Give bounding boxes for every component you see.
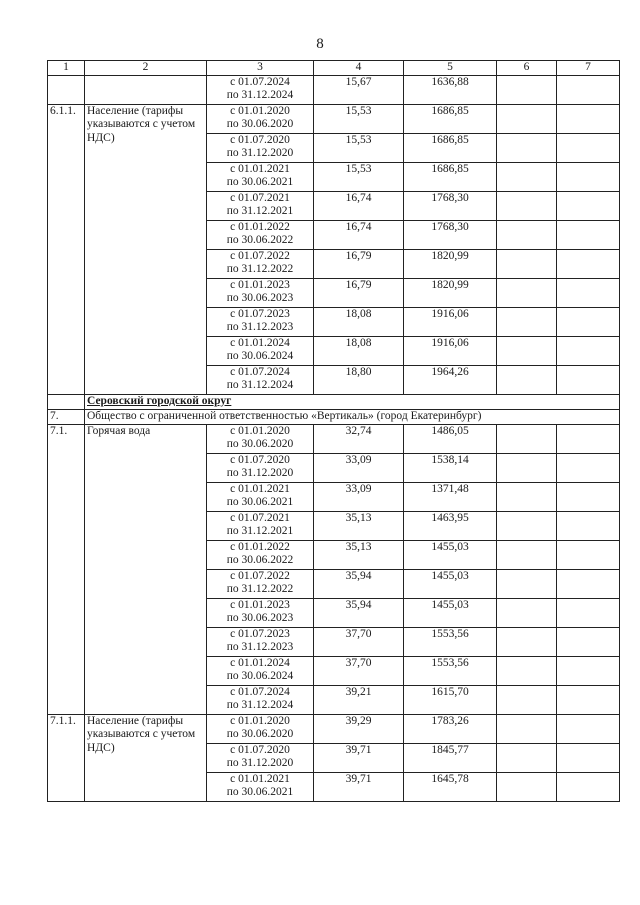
tariff-value-col4: 33,09 — [314, 482, 404, 511]
tariff-value-col5: 1916,06 — [404, 336, 497, 365]
tariff-value-col7 — [557, 743, 620, 772]
tariff-value-col4: 16,74 — [314, 191, 404, 220]
tariff-value-col7 — [557, 191, 620, 220]
tariff-value-col7 — [557, 569, 620, 598]
column-header: 2 — [85, 61, 207, 76]
period-cell — [207, 133, 314, 162]
tariff-value-col6 — [497, 104, 557, 133]
period-to: по 30.06.2020 — [226, 438, 294, 450]
empty-cell — [48, 394, 85, 409]
tariff-value-col5: 1636,88 — [404, 75, 497, 104]
tariff-value-col4: 35,13 — [314, 511, 404, 540]
tariff-value-col7 — [557, 75, 620, 104]
tariff-value-col7 — [557, 656, 620, 685]
tariff-value-col6 — [497, 365, 557, 394]
period-cell — [207, 336, 314, 365]
tariff-value-col6 — [497, 220, 557, 249]
tariff-value-col7 — [557, 307, 620, 336]
tariff-value-col6 — [497, 191, 557, 220]
period-to: по 31.12.2024 — [226, 379, 294, 391]
period-from: с 01.07.2022 — [230, 249, 290, 262]
tariff-value-col5: 1455,03 — [404, 540, 497, 569]
tariff-value-col5: 1820,99 — [404, 278, 497, 307]
period-to: по 31.12.2023 — [226, 641, 294, 653]
period-to: по 30.06.2023 — [226, 612, 294, 624]
column-header: 5 — [404, 61, 497, 76]
period-to: по 31.12.2020 — [226, 467, 294, 479]
tariff-value-col5: 1455,03 — [404, 569, 497, 598]
tariff-value-col4: 18,08 — [314, 336, 404, 365]
period-from: с 01.07.2021 — [230, 191, 290, 204]
period-from: с 01.01.2021 — [230, 482, 290, 495]
period-cell — [207, 627, 314, 656]
period-to: по 30.06.2020 — [226, 118, 294, 130]
period-cell — [207, 598, 314, 627]
tariff-value-col5: 1783,26 — [404, 714, 497, 743]
period-from: с 01.07.2023 — [230, 627, 290, 640]
period-to: по 30.06.2021 — [226, 176, 294, 188]
tariff-value-col5: 1686,85 — [404, 162, 497, 191]
item-number — [48, 75, 85, 104]
period-to: по 30.06.2020 — [226, 728, 294, 740]
period-cell — [207, 714, 314, 743]
period-from: с 01.07.2022 — [230, 569, 290, 582]
organization-row — [48, 409, 620, 424]
period-to: по 30.06.2024 — [226, 350, 294, 362]
tariff-value-col7 — [557, 598, 620, 627]
item-name: Население (тарифы указываются с учетом НДС) — [85, 714, 207, 801]
period-from: с 01.07.2023 — [230, 307, 290, 320]
tariff-value-col5: 1371,48 — [404, 482, 497, 511]
tariff-value-col6 — [497, 336, 557, 365]
tariff-value-col4: 18,80 — [314, 365, 404, 394]
period-cell — [207, 569, 314, 598]
tariff-value-col5: 1768,30 — [404, 220, 497, 249]
tariff-value-col5: 1553,56 — [404, 656, 497, 685]
tariff-value-col5: 1686,85 — [404, 133, 497, 162]
tariff-value-col4: 35,94 — [314, 569, 404, 598]
tariff-value-col6 — [497, 685, 557, 714]
item-name: Горячая вода — [85, 424, 207, 714]
period-from: с 01.01.2024 — [230, 336, 290, 349]
period-cell — [207, 162, 314, 191]
tariff-value-col4: 15,53 — [314, 162, 404, 191]
tariff-value-col5: 1845,77 — [404, 743, 497, 772]
period-cell — [207, 104, 314, 133]
item-number: 7.1.1. — [48, 714, 85, 801]
tariff-value-col5: 1964,26 — [404, 365, 497, 394]
tariff-value-col5: 1553,56 — [404, 627, 497, 656]
tariff-value-col6 — [497, 278, 557, 307]
tariff-value-col7 — [557, 627, 620, 656]
period-from: с 01.01.2020 — [230, 714, 290, 727]
tariff-value-col4: 16,79 — [314, 249, 404, 278]
period-from: с 01.07.2024 — [230, 685, 290, 698]
tariff-value-col6 — [497, 75, 557, 104]
tariff-table — [47, 60, 620, 802]
tariff-value-col6 — [497, 307, 557, 336]
period-to: по 30.06.2023 — [226, 292, 294, 304]
tariff-value-col4: 33,09 — [314, 453, 404, 482]
period-cell — [207, 249, 314, 278]
tariff-value-col4: 35,94 — [314, 598, 404, 627]
municipality-name: Серовский городской округ — [85, 394, 620, 409]
tariff-value-col6 — [497, 249, 557, 278]
period-from: с 01.07.2024 — [230, 75, 290, 88]
tariff-value-col7 — [557, 511, 620, 540]
tariff-value-col4: 37,70 — [314, 656, 404, 685]
tariff-value-col7 — [557, 249, 620, 278]
tariff-value-col5: 1916,06 — [404, 307, 497, 336]
period-cell — [207, 220, 314, 249]
tariff-value-col7 — [557, 714, 620, 743]
period-from: с 01.01.2022 — [230, 220, 290, 233]
tariff-value-col7 — [557, 278, 620, 307]
municipality-row — [48, 394, 620, 409]
item-name: Население (тарифы указываются с учетом НДС) — [85, 104, 207, 394]
period-cell — [207, 743, 314, 772]
period-cell — [207, 656, 314, 685]
period-from: с 01.01.2021 — [230, 772, 290, 785]
period-cell — [207, 482, 314, 511]
period-from: с 01.07.2020 — [230, 743, 290, 756]
column-header: 7 — [557, 61, 620, 76]
tariff-value-col7 — [557, 133, 620, 162]
tariff-value-col4: 39,71 — [314, 772, 404, 801]
period-from: с 01.01.2023 — [230, 598, 290, 611]
period-to: по 31.12.2020 — [226, 147, 294, 159]
tariff-value-col4: 39,21 — [314, 685, 404, 714]
tariff-value-col5: 1820,99 — [404, 249, 497, 278]
period-to: по 31.12.2021 — [226, 525, 294, 537]
period-to: по 30.06.2021 — [226, 786, 294, 798]
period-from: с 01.07.2021 — [230, 511, 290, 524]
tariff-value-col6 — [497, 453, 557, 482]
period-from: с 01.01.2020 — [230, 424, 290, 437]
item-name — [85, 75, 207, 104]
item-number: 7.1. — [48, 424, 85, 714]
item-number: 6.1.1. — [48, 104, 85, 394]
tariff-value-col4: 39,29 — [314, 714, 404, 743]
tariff-value-col5: 1455,03 — [404, 598, 497, 627]
period-to: по 30.06.2022 — [226, 554, 294, 566]
period-cell — [207, 453, 314, 482]
tariff-value-col4: 18,08 — [314, 307, 404, 336]
tariff-value-col6 — [497, 482, 557, 511]
tariff-value-col7 — [557, 104, 620, 133]
tariff-value-col5: 1645,78 — [404, 772, 497, 801]
tariff-value-col4: 16,79 — [314, 278, 404, 307]
period-to: по 31.12.2024 — [226, 699, 294, 711]
tariff-value-col7 — [557, 162, 620, 191]
tariff-value-col6 — [497, 569, 557, 598]
period-cell — [207, 191, 314, 220]
tariff-value-col5: 1463,95 — [404, 511, 497, 540]
tariff-value-col7 — [557, 365, 620, 394]
tariff-value-col6 — [497, 714, 557, 743]
tariff-value-col6 — [497, 540, 557, 569]
table-header-row — [48, 61, 620, 76]
period-cell — [207, 685, 314, 714]
column-header: 1 — [48, 61, 85, 76]
period-cell — [207, 540, 314, 569]
column-header: 6 — [497, 61, 557, 76]
period-cell — [207, 772, 314, 801]
period-cell — [207, 424, 314, 453]
period-from: с 01.01.2022 — [230, 540, 290, 553]
period-to: по 31.12.2023 — [226, 321, 294, 333]
tariff-value-col4: 37,70 — [314, 627, 404, 656]
tariff-value-col5: 1768,30 — [404, 191, 497, 220]
period-to: по 31.12.2024 — [226, 89, 294, 101]
tariff-value-col6 — [497, 162, 557, 191]
period-from: с 01.01.2021 — [230, 162, 290, 175]
tariff-value-col7 — [557, 424, 620, 453]
tariff-value-col4: 35,13 — [314, 540, 404, 569]
tariff-value-col7 — [557, 453, 620, 482]
tariff-value-col6 — [497, 656, 557, 685]
tariff-value-col7 — [557, 685, 620, 714]
tariff-value-col7 — [557, 540, 620, 569]
tariff-value-col4: 39,71 — [314, 743, 404, 772]
tariff-value-col5: 1686,85 — [404, 104, 497, 133]
column-header: 4 — [314, 61, 404, 76]
period-cell — [207, 278, 314, 307]
tariff-value-col4: 15,53 — [314, 104, 404, 133]
organization-name: Общество с ограниченной ответственностью «Вертикаль» (город Екатеринбург) — [85, 409, 620, 424]
tariff-value-col6 — [497, 511, 557, 540]
period-to: по 30.06.2022 — [226, 234, 294, 246]
tariff-value-col5: 1615,70 — [404, 685, 497, 714]
period-to: по 31.12.2021 — [226, 205, 294, 217]
period-to: по 31.12.2022 — [226, 263, 294, 275]
tariff-value-col6 — [497, 772, 557, 801]
tariff-value-col6 — [497, 424, 557, 453]
period-cell — [207, 307, 314, 336]
period-from: с 01.07.2024 — [230, 365, 290, 378]
period-from: с 01.07.2020 — [230, 453, 290, 466]
table-row — [48, 424, 620, 453]
tariff-value-col7 — [557, 772, 620, 801]
tariff-value-col4: 16,74 — [314, 220, 404, 249]
tariff-value-col6 — [497, 133, 557, 162]
item-number: 7. — [48, 409, 85, 424]
period-from: с 01.01.2023 — [230, 278, 290, 291]
table-row — [48, 75, 620, 104]
tariff-value-col5: 1538,14 — [404, 453, 497, 482]
table-row — [48, 104, 620, 133]
tariff-value-col4: 15,53 — [314, 133, 404, 162]
tariff-value-col6 — [497, 743, 557, 772]
tariff-value-col4: 15,67 — [314, 75, 404, 104]
tariff-value-col6 — [497, 627, 557, 656]
period-to: по 31.12.2022 — [226, 583, 294, 595]
period-to: по 31.12.2020 — [226, 757, 294, 769]
period-from: с 01.07.2020 — [230, 133, 290, 146]
table-row — [48, 714, 620, 743]
period-cell — [207, 511, 314, 540]
period-cell — [207, 75, 314, 104]
tariff-value-col7 — [557, 220, 620, 249]
tariff-value-col6 — [497, 598, 557, 627]
tariff-value-col7 — [557, 482, 620, 511]
period-from: с 01.01.2020 — [230, 104, 290, 117]
period-to: по 30.06.2024 — [226, 670, 294, 682]
column-header: 3 — [207, 61, 314, 76]
period-from: с 01.01.2024 — [230, 656, 290, 669]
period-cell — [207, 365, 314, 394]
tariff-value-col5: 1486,05 — [404, 424, 497, 453]
tariff-value-col4: 32,74 — [314, 424, 404, 453]
page-number: 8 — [316, 36, 324, 52]
period-to: по 30.06.2021 — [226, 496, 294, 508]
tariff-value-col7 — [557, 336, 620, 365]
